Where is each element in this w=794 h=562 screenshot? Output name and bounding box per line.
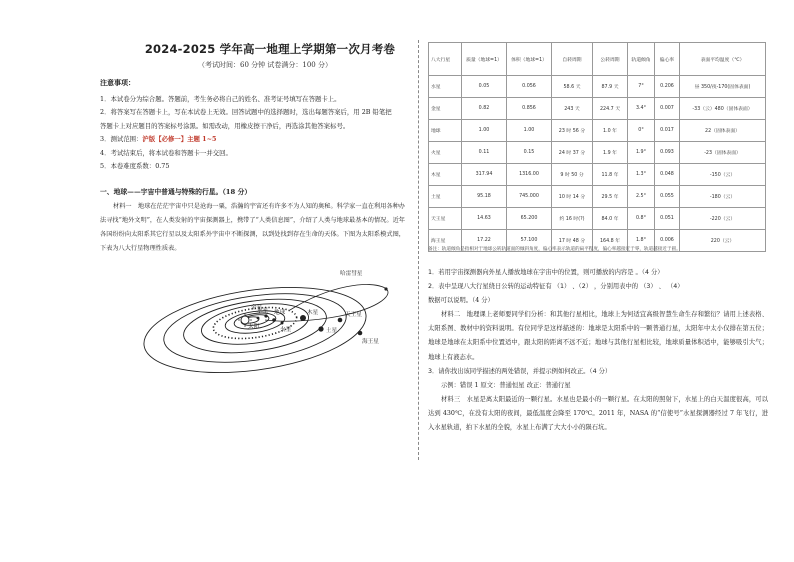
table-note: 备注：轨道倾角是指相对于地球公转轨道面的倾斜角度，偏心率表示轨道的扁平程度，偏心率越接近于零，轨道越接近于圆。 (428, 247, 681, 252)
example-line: 示例：错误 1 原文：普通恒星 改正：普通行星 (441, 381, 571, 389)
solar-system-svg (140, 260, 410, 375)
table-cell: 0.055 (655, 186, 680, 208)
table-cell: 10 时 14 分 (552, 186, 593, 208)
table-cell: 0.11 (462, 142, 507, 164)
table-cell: 0.017 (655, 120, 680, 142)
table-cell: 土星 (429, 186, 462, 208)
question-1: 1．若用宇宙探测器向外星人播放地球在宇宙中的位置，则可播放的内容是 。（4 分） (428, 269, 664, 276)
label-jupiter: 木星 (307, 310, 319, 316)
table-row (429, 120, 766, 142)
table-cell: 0.048 (655, 164, 680, 186)
table-cell: 17.22 (462, 230, 507, 252)
table-header-cell: 表面平均温度（℃） (680, 43, 766, 76)
label-venus: 金星 (251, 305, 263, 311)
table-cell: 1.8° (628, 230, 655, 252)
table-cell: 0.006 (655, 230, 680, 252)
table-cell: 水星 (429, 76, 462, 98)
exam-title: 2024-2025 学年高一地理上学期第一次月考卷 (144, 42, 396, 56)
comet-dot (384, 287, 387, 290)
table-cell: 24 时 37 分 (552, 142, 593, 164)
table-header-cell: 体积（地球=1） (507, 43, 552, 76)
material-two: 材料二 地理课上老师要同学们分析：和其他行星相比，地球上为何适宜高级智慧生命生存和繁衍？请用上述表格、太阳系图、教材中的资料说明。有位同学是这样描述的：地球是太阳系中的一颗普通行星，太阳年中太小仅排在第五位；地球是地球在太阳系中位置适中，跟太阳的距离不远不近；地球与其他行星相比较，地球质量体积适中，能够吸引大气；地球上有液态水。 (428, 311, 768, 361)
label-uranus: 天王星 (345, 312, 362, 318)
notice-heading: 注意事项： (100, 78, 135, 87)
material-one: 材料一 地球在茫茫宇宙中只是沧海一粟，浩瀚的宇宙还有许多不为人知的奥秘。科学家一直在利用各种办法寻找“地外文明”，在人类发射的宇宙探测器上，携带了“人类信息图”，介绍了人类与地球最基本的情况。近年各国纷纷向太阳系其它行星以及太阳系外宇宙中不断探测，以到处找到存在生命的天体。下图为太阳系模式图，下表为八大行星物理性质表。 (100, 203, 405, 252)
table-cell: 0.007 (655, 98, 680, 120)
table-cell: -180（云） (680, 186, 766, 208)
jupiter-dot (300, 315, 306, 321)
table-row (429, 208, 766, 230)
table-cell: -220（云） (680, 208, 766, 230)
table-cell: -150（云） (680, 164, 766, 186)
exam-subtitle: （考试时间：60 分钟 试卷满分：100 分） (198, 61, 332, 69)
question-2-cont: 数据可以说明。（4 分） (428, 297, 494, 305)
table-cell: 约 16 时(?) (552, 208, 593, 230)
notice-item: 1．本试卷分为综合题。答题前，考生务必将自己的姓名、准考证号填写在答题卡上。 (100, 95, 341, 103)
table-cell: 22（固体表面） (680, 120, 766, 142)
table-cell: 1316.00 (507, 164, 552, 186)
table-cell: 0.051 (655, 208, 680, 230)
notice-item: 2．将答案写在答题卡上，写在本试卷上无效。回答试题中的选择题时，选出每题答案后，用 2B 铅笔把 (100, 108, 392, 117)
table-cell: 天王星 (429, 208, 462, 230)
table-row (429, 76, 766, 98)
label-neptune: 海王星 (362, 339, 379, 345)
uranus-dot (338, 318, 343, 323)
table-cell: 224.7 天 (593, 98, 628, 120)
table-header-cell: 自转周期 (552, 43, 593, 76)
table-cell: 3.4° (628, 98, 655, 120)
table-cell: 1.00 (507, 120, 552, 142)
table-cell: 0.15 (507, 142, 552, 164)
label-earth: 地球 (274, 310, 286, 316)
table-cell: 65.200 (507, 208, 552, 230)
table-cell: 57.100 (507, 230, 552, 252)
notice-item: 4．考试结束后，将本试卷和答题卡一并交回。 (100, 148, 232, 157)
table-cell: 1.00 (462, 120, 507, 142)
material-three: 材料三 水星是离太阳最近的一颗行星。水星也是最小的一颗行星。在太阳的照射下，水星上的白天温度很高，可以达到 430℃，在没有太阳的夜间，最低温度会降至 170℃。2011 年，NASA 的“信使号”水星探测器经过 7 年飞行，进入水星轨道，拍下水星的全貌，水星上布满了大大小小的陨石坑。 (428, 395, 768, 432)
notice-item (100, 133, 400, 146)
table-cell: 317.94 (462, 164, 507, 186)
table-header-row (429, 43, 766, 76)
label-saturn: 土星 (326, 328, 338, 334)
venus-dot (264, 314, 267, 317)
table-cell: 0.856 (507, 98, 552, 120)
table-cell: 1.9 年 (593, 142, 628, 164)
table-cell: 地球 (429, 120, 462, 142)
table-cell: 14.63 (462, 208, 507, 230)
neptune-dot (358, 331, 363, 336)
mercury-dot (257, 317, 260, 320)
table-cell: 23 时 56 分 (552, 120, 593, 142)
table-cell: 昼 350/夜-170(固体表面) (680, 76, 766, 98)
table-cell: 11.8 年 (593, 164, 628, 186)
solar-system-diagram (140, 260, 410, 375)
notice-item: 5．本卷难度系数：0.75 (100, 162, 170, 171)
table-cell: 17 时 48 分 (552, 230, 593, 252)
earth-dot (272, 318, 276, 322)
questions-block (428, 266, 768, 435)
label-mercury: 水星 (257, 308, 269, 314)
planet-properties-table (428, 42, 766, 252)
table-cell: 1.9° (628, 142, 655, 164)
label-comet: 哈雷彗星 (340, 271, 363, 277)
table-cell: -33（云）480（固体表面） (680, 98, 766, 120)
table-cell: 243 天 (552, 98, 593, 120)
table-cell: 0.206 (655, 76, 680, 98)
table-cell: 164.8 年 (593, 230, 628, 252)
table-cell: 火星 (429, 142, 462, 164)
table-cell: 745.000 (507, 186, 552, 208)
test-range: 沪版【必修一】主题 1~5 (142, 135, 217, 144)
table-cell: 0° (628, 120, 655, 142)
table-cell: 0.82 (462, 98, 507, 120)
table-cell: 220（云） (680, 230, 766, 252)
question-3: 3．请你找出该同学描述的两处错误，并提示例如何改正。（4 分） (428, 367, 612, 375)
section-heading: 一、地球——宇宙中普通与特殊的行星。（18 分） (100, 188, 252, 196)
table-cell: 0.05 (462, 76, 507, 98)
table-cell: 9 时 50 分 (552, 164, 593, 186)
mars-dot (281, 322, 284, 325)
table-cell: 95.18 (462, 186, 507, 208)
table-cell: 0.056 (507, 76, 552, 98)
table-header-cell: 公转周期 (593, 43, 628, 76)
label-mars: 火星 (280, 327, 292, 333)
table-header-cell: 轨道倾角 (628, 43, 655, 76)
table-header-cell: 偏心率 (655, 43, 680, 76)
table-cell: 金星 (429, 98, 462, 120)
column-divider (418, 40, 419, 460)
table-row (429, 98, 766, 120)
table-cell: 木星 (429, 164, 462, 186)
table-cell: -23（固体表面） (680, 142, 766, 164)
table-row (429, 164, 766, 186)
notice-item-text: 3．测试范围： (100, 135, 143, 144)
table-cell: 87.9 天 (593, 76, 628, 98)
table-cell: 58.6 天 (552, 76, 593, 98)
table-cell: 0.093 (655, 142, 680, 164)
saturn-dot (318, 326, 323, 331)
table-cell: 海王星 (429, 230, 462, 252)
notice-list (100, 93, 400, 173)
label-sun: 太阳 (248, 324, 260, 330)
table-cell: 84.0 年 (593, 208, 628, 230)
table-row (429, 186, 766, 208)
table-cell: 0.8° (628, 208, 655, 230)
table-cell: 1.3° (628, 164, 655, 186)
table-row (429, 142, 766, 164)
table-cell: 1.0 年 (593, 120, 628, 142)
question-2: 2．表中呈现八大行星绕日公转的运动特征有 （1） 、（2） ，分别用表中的 （3） 、 （4） (428, 283, 684, 291)
table-header-cell: 八大行星 (429, 43, 462, 76)
notice-item: 答题卡上对应题目的答案标号涂黑。如需改动，用橡皮擦干净后，再选涂其他答案标号。 (100, 121, 350, 130)
table-cell: 29.5 年 (593, 186, 628, 208)
table-header-cell: 质量（地球=1） (462, 43, 507, 76)
table-cell: 2.5° (628, 186, 655, 208)
table-cell: 7° (628, 76, 655, 98)
